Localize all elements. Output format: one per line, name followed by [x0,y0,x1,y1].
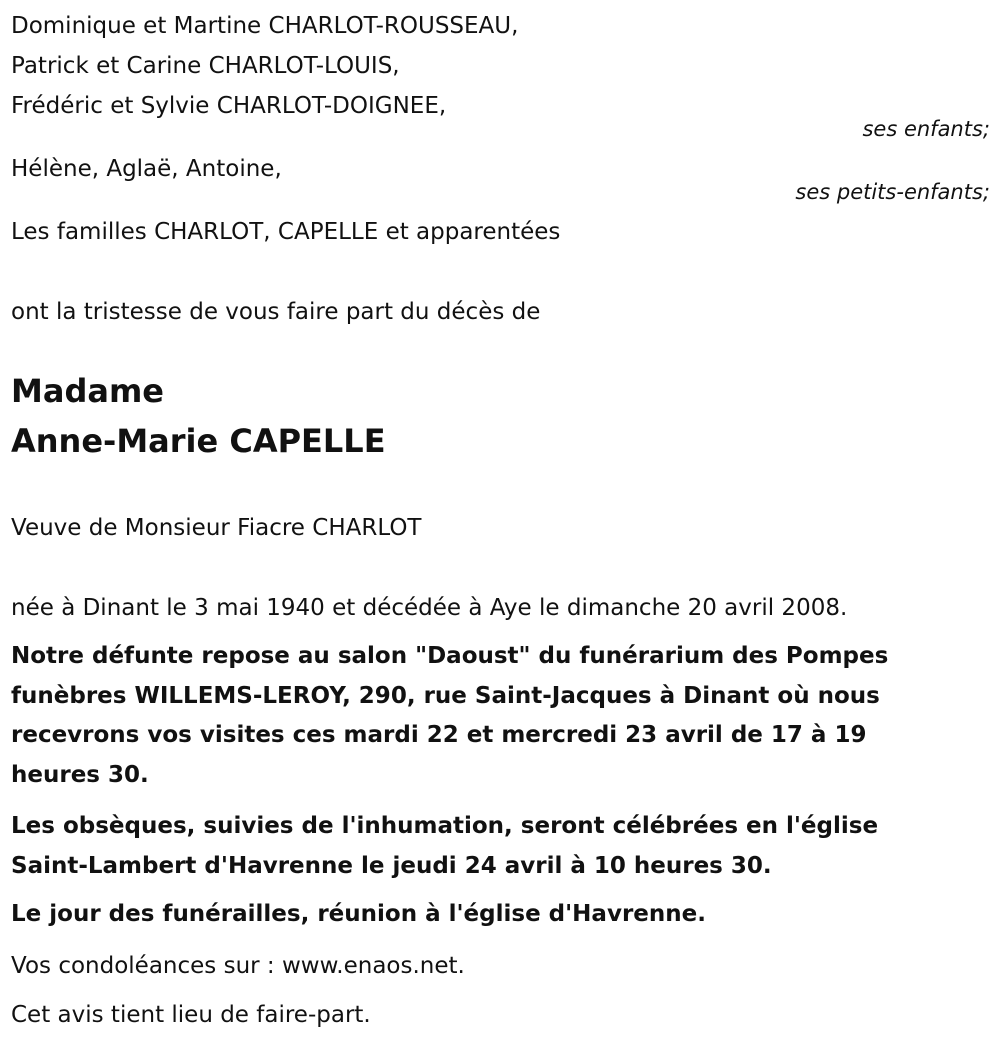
widow-of: Veuve de Monsieur Fiacre CHARLOT [11,515,422,541]
announcement-text: ont la tristesse de vous faire part du décès de [11,299,541,325]
condolences-info: Vos condoléances sur : www.enaos.net. [11,953,465,979]
child-couple-3: Frédéric et Sylvie CHARLOT-DOIGNEE, [11,93,447,119]
grandchildren-label: ses petits-enfants; [795,180,990,204]
meeting-info: Le jour des funérailles, réunion à l'église d'Havrenne. [11,901,706,927]
grandchildren-names: Hélène, Aglaë, Antoine, [11,156,282,182]
child-couple-2: Patrick et Carine CHARLOT-LOUIS, [11,53,400,79]
birth-death-dates: née à Dinant le 3 mai 1940 et décédée à Aye le dimanche 20 avril 2008. [11,595,848,621]
deceased-title: Madame [11,372,164,410]
funeral-info: Les obsèques, suivies de l'inhumation, seront célébrées en l'église Saint-Lambert d'Havrenne le jeudi 24 avril à 10 heures 30. [11,813,879,879]
deceased-name: Anne-Marie CAPELLE [11,422,386,460]
child-couple-1: Dominique et Martine CHARLOT-ROUSSEAU, [11,13,519,39]
related-families: Les familles CHARLOT, CAPELLE et apparentées [11,219,561,245]
children-label: ses enfants; [862,117,990,141]
visitation-info: Notre défunte repose au salon "Daoust" du funérarium des Pompes funèbres WILLEMS-LEROY, 290, rue Saint-Jacques à Dinant où nous recevrons vos visites ces mardi 22 et mercredi 23 avril de 17 à 19 heures 30. [11,643,889,788]
notice-info: Cet avis tient lieu de faire-part. [11,1002,371,1028]
